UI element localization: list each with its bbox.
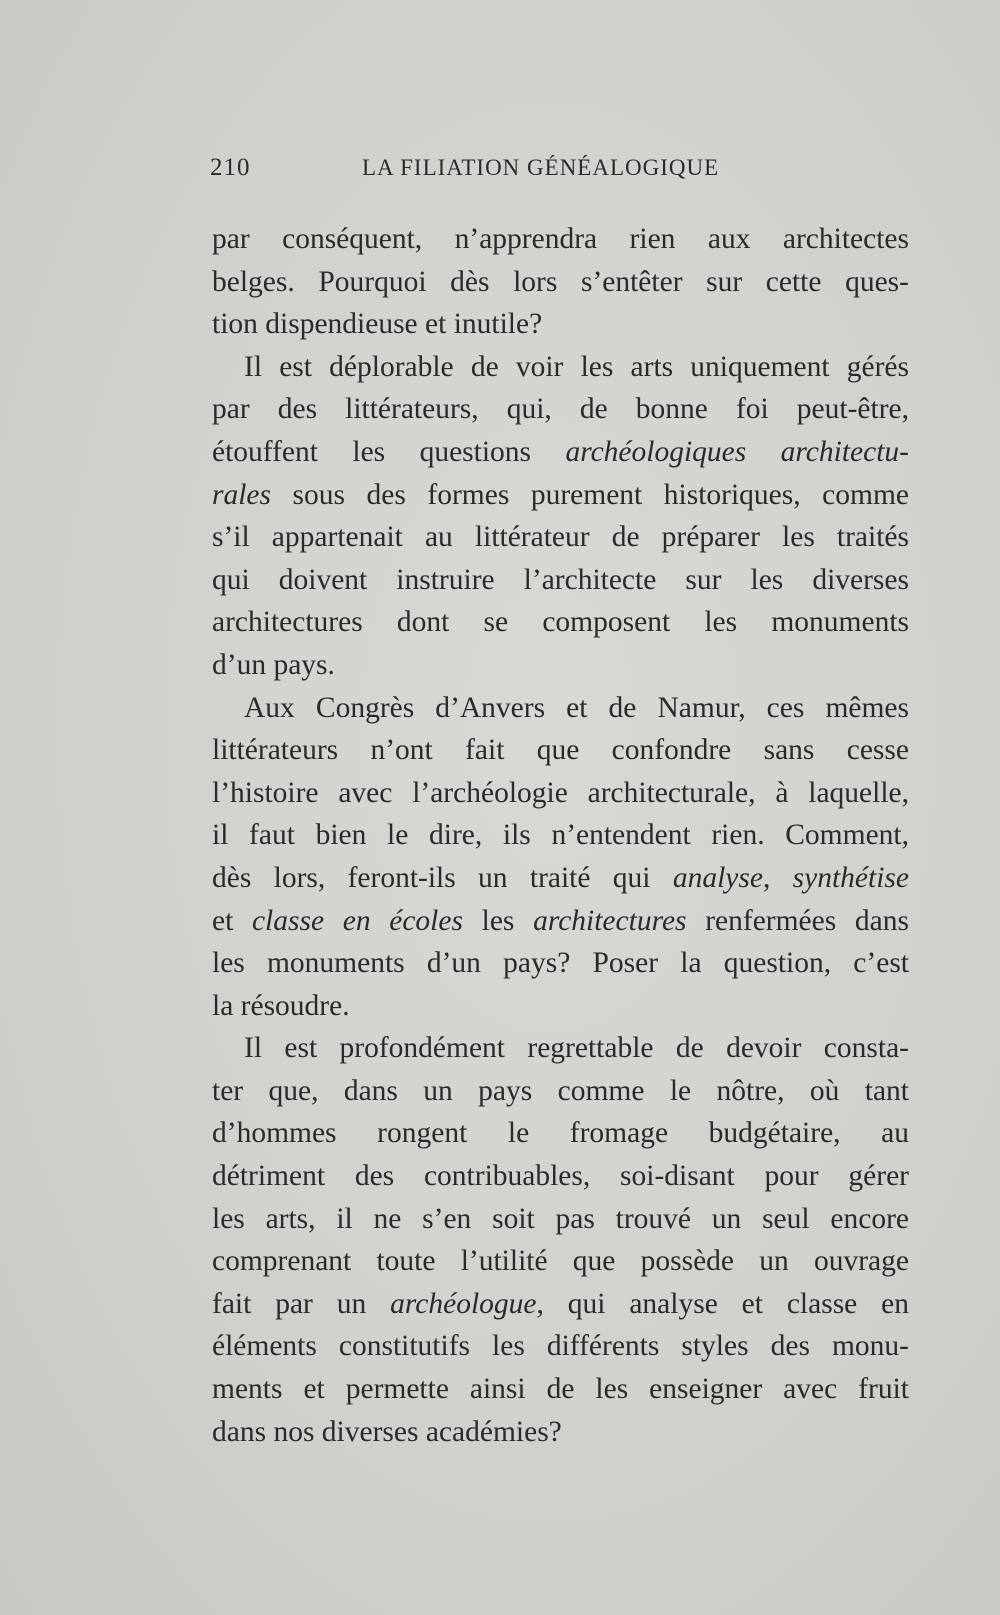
text-line: Il est déplorable de voir les arts uniquement gérés <box>244 350 909 383</box>
text-line: détriment des contribuables, soi-disant pour gérer <box>212 1160 909 1193</box>
text-line: rales sous des formes purement historiques, comme <box>212 478 909 511</box>
text-line: ments et permette ainsi de les enseigner avec fruit <box>212 1373 909 1406</box>
text-line: dès lors, feront-ils un traité qui analyse, synthétise <box>212 861 909 894</box>
text-line: s’il appartenait au littérateur de préparer les traités <box>212 521 909 554</box>
paragraph <box>212 218 909 346</box>
italic-term: classe en écoles <box>251 904 463 937</box>
text-line: par des littérateurs, qui, de bonne foi peut-être, <box>212 393 909 426</box>
text-line: et classe en écoles les architectures renfermées dans <box>212 904 909 937</box>
paragraph <box>212 1027 909 1453</box>
italic-term: archéologue <box>390 1287 537 1320</box>
running-title: LA FILIATION GÉNÉALOGIQUE <box>362 155 720 180</box>
text-line: ter que, dans un pays comme le nôtre, où tant <box>212 1074 909 1107</box>
text-line: étouffent les questions archéologiques architectu- <box>212 435 909 468</box>
text-line: éléments constitutifs les différents styles des monu- <box>212 1330 909 1363</box>
text-line: comprenant toute l’utilité que possède un ouvrage <box>212 1245 909 1278</box>
italic-term: archéologiques architectu- <box>565 435 909 468</box>
text-line: dans nos diverses académies? <box>212 1415 562 1448</box>
text-line: qui doivent instruire l’architecte sur les diverses <box>212 563 909 596</box>
body-text <box>212 218 909 1453</box>
text-line: littérateurs n’ont fait que confondre sans cesse <box>212 734 909 767</box>
text-line: Aux Congrès d’Anvers et de Namur, ces mêmes <box>244 691 909 724</box>
text-line: d’hommes rongent le fromage budgétaire, au <box>212 1117 909 1150</box>
text-line: architectures dont se composent les monuments <box>212 606 909 639</box>
text-line: les arts, il ne s’en soit pas trouvé un seul encore <box>212 1202 909 1235</box>
text-line: belges. Pourquoi dès lors s’entêter sur cette ques- <box>212 265 909 298</box>
paragraph <box>212 346 909 687</box>
paragraph <box>212 687 909 1028</box>
text-line: par conséquent, n’apprendra rien aux architectes <box>212 223 909 255</box>
text-line: il faut bien le dire, ils n’entendent rien. Comment, <box>212 819 909 852</box>
page-number: 210 <box>210 154 251 181</box>
text-line: Il est profondément regrettable de devoir consta- <box>244 1032 909 1065</box>
text-line: d’un pays. <box>212 648 335 681</box>
running-head <box>210 154 910 190</box>
italic-term: rales <box>212 478 271 511</box>
italic-term: architectures <box>533 904 687 937</box>
text-line: la résoudre. <box>212 989 350 1022</box>
text-line: tion dispendieuse et inutile? <box>212 308 543 341</box>
italic-term: analyse <box>672 861 763 894</box>
italic-term: synthétise <box>792 861 909 894</box>
text-line: les monuments d’un pays? Poser la question, c’est <box>212 947 909 980</box>
text-line: fait par un archéologue, qui analyse et classe en <box>212 1287 909 1320</box>
text-line: l’histoire avec l’archéologie architecturale, à laquelle, <box>212 776 909 809</box>
